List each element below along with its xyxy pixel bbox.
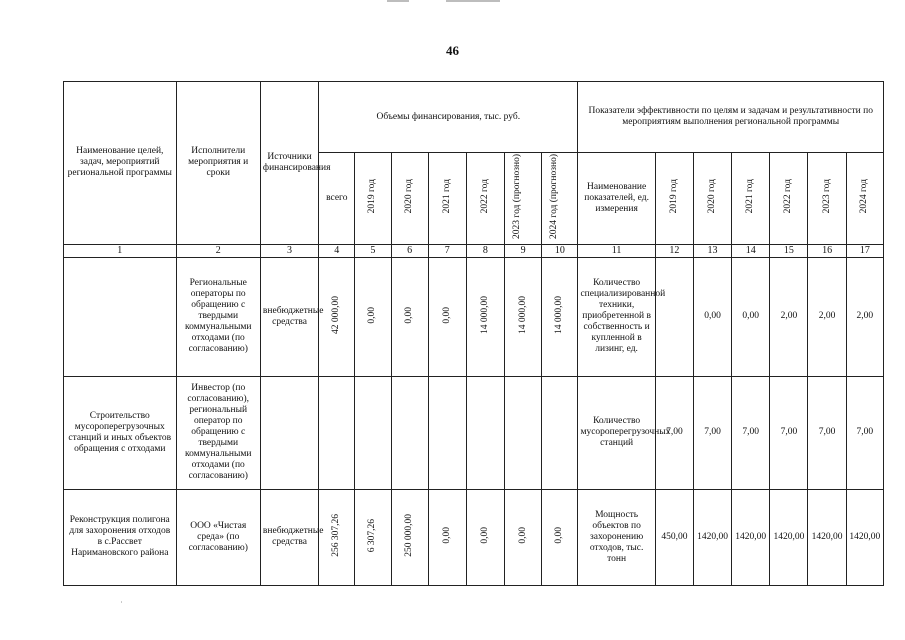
funding-cell: 256 307,26 bbox=[319, 489, 355, 585]
table-row bbox=[64, 257, 884, 376]
col-number: 1 bbox=[64, 244, 177, 257]
header-funding-2021: 2021 год bbox=[428, 153, 466, 245]
funding-cell: 6 307,26 bbox=[355, 489, 391, 585]
funding-cell: 14 000,00 bbox=[505, 257, 542, 376]
indicator-value: 1420,00 bbox=[846, 489, 883, 585]
header-goal: Наименование целей, задач, мероприятий региональной программы bbox=[64, 82, 177, 245]
scan-speck: ˙ bbox=[120, 600, 123, 610]
row-indicator: Количество специализированной техники, приобретенной в собственность и купленной в лизинг, ед. bbox=[578, 257, 655, 376]
header-funding-2024: 2024 год (прогнозно) bbox=[542, 153, 578, 245]
indicator-value: 2,00 bbox=[770, 257, 808, 376]
header-indicator-2020: 2020 год bbox=[693, 153, 731, 245]
row-goal: Реконструкция полигона для захоронения отходов в с.Рассвет Наримановского района bbox=[64, 489, 177, 585]
indicator-value: 7,00 bbox=[693, 376, 731, 489]
col-number: 12 bbox=[655, 244, 693, 257]
funding-cell: 0,00 bbox=[428, 257, 466, 376]
header-indicator-2023: 2023 год bbox=[808, 153, 846, 245]
header-executors: Исполнители мероприятия и сроки bbox=[176, 82, 260, 245]
page-number: 46 bbox=[446, 43, 459, 58]
indicator-value: 1420,00 bbox=[770, 489, 808, 585]
col-number: 5 bbox=[355, 244, 391, 257]
header-sources: Источники финансирования bbox=[260, 82, 318, 245]
indicator-value: 2,00 bbox=[846, 257, 883, 376]
header-funding: Объемы финансирования, тыс. руб. bbox=[319, 82, 578, 153]
col-number: 10 bbox=[542, 244, 578, 257]
col-number: 14 bbox=[732, 244, 770, 257]
indicator-value: 1420,00 bbox=[732, 489, 770, 585]
indicator-value: 1420,00 bbox=[693, 489, 731, 585]
col-number: 9 bbox=[505, 244, 542, 257]
funding-cell: 14 000,00 bbox=[542, 257, 578, 376]
indicator-value bbox=[655, 257, 693, 376]
funding-cell bbox=[505, 376, 542, 489]
row-source bbox=[260, 376, 318, 489]
indicator-value: 7,00 bbox=[770, 376, 808, 489]
row-goal bbox=[64, 257, 177, 376]
funding-cell: 0,00 bbox=[505, 489, 542, 585]
header-indicator-2021: 2021 год bbox=[732, 153, 770, 245]
indicator-value: 450,00 bbox=[655, 489, 693, 585]
funding-cell bbox=[542, 376, 578, 489]
row-executors: ООО «Чистая среда» (по согласованию) bbox=[176, 489, 260, 585]
column-number-row bbox=[64, 244, 884, 257]
funding-cell bbox=[391, 376, 428, 489]
header-indicator-name: Наименование показателей, ед. измерения bbox=[578, 153, 655, 245]
row-source: внебюджетные средства bbox=[260, 257, 318, 376]
header-funding-2023: 2023 год (прогнозно) bbox=[505, 153, 542, 245]
indicator-value: 1420,00 bbox=[808, 489, 846, 585]
indicator-value: 0,00 bbox=[732, 257, 770, 376]
funding-cell: 0,00 bbox=[466, 489, 504, 585]
top-rule-right bbox=[446, 0, 500, 2]
funding-cell: 0,00 bbox=[428, 489, 466, 585]
col-number: 4 bbox=[319, 244, 355, 257]
col-number: 15 bbox=[770, 244, 808, 257]
col-number: 2 bbox=[176, 244, 260, 257]
col-number: 13 bbox=[693, 244, 731, 257]
funding-cell bbox=[428, 376, 466, 489]
indicator-value: 2,00 bbox=[808, 257, 846, 376]
funding-cell: 14 000,00 bbox=[466, 257, 504, 376]
row-indicator: Количество мусороперегрузочных станций bbox=[578, 376, 655, 489]
header-funding-2019: 2019 год bbox=[355, 153, 391, 245]
row-source: внебюджетные средства bbox=[260, 489, 318, 585]
col-number: 11 bbox=[578, 244, 655, 257]
header-indicator-2019: 2019 год bbox=[655, 153, 693, 245]
indicator-value: 7,00 bbox=[655, 376, 693, 489]
funding-cell: 0,00 bbox=[542, 489, 578, 585]
col-number: 6 bbox=[391, 244, 428, 257]
indicator-value: 7,00 bbox=[808, 376, 846, 489]
col-number: 8 bbox=[466, 244, 504, 257]
row-goal: Строительство мусороперегрузочных станций и иных объектов обращения с отходами bbox=[64, 376, 177, 489]
col-number: 7 bbox=[428, 244, 466, 257]
funding-cell bbox=[355, 376, 391, 489]
col-number: 3 bbox=[260, 244, 318, 257]
funding-cell bbox=[466, 376, 504, 489]
header-indicator-2024: 2024 год bbox=[846, 153, 883, 245]
funding-cell: 250 000,00 bbox=[391, 489, 428, 585]
funding-cell: 0,00 bbox=[391, 257, 428, 376]
top-rule-left bbox=[387, 0, 409, 2]
table-row bbox=[64, 376, 884, 489]
row-executors: Инвестор (по согласованию), региональный оператор по обращению с твердыми коммунальными отходами (по согласованию) bbox=[176, 376, 260, 489]
col-number: 17 bbox=[846, 244, 883, 257]
row-indicator: Мощность объектов по захоронению отходов, тыс. тонн bbox=[578, 489, 655, 585]
funding-cell bbox=[319, 376, 355, 489]
header-indicators: Показатели эффективности по целям и задачам и результативности по мероприятиям выполнения региональной программы bbox=[578, 82, 884, 153]
table-row bbox=[64, 489, 884, 585]
funding-cell: 42 000,00 bbox=[319, 257, 355, 376]
header-indicator-2022: 2022 год bbox=[770, 153, 808, 245]
indicator-value: 7,00 bbox=[732, 376, 770, 489]
funding-cell: 0,00 bbox=[355, 257, 391, 376]
indicator-value: 0,00 bbox=[693, 257, 731, 376]
row-executors: Региональные операторы по обращению с твердыми коммунальными отходами (по согласованию) bbox=[176, 257, 260, 376]
header-row-1 bbox=[64, 82, 884, 153]
indicator-value: 7,00 bbox=[846, 376, 883, 489]
col-number: 16 bbox=[808, 244, 846, 257]
header-funding-2022: 2022 год bbox=[466, 153, 504, 245]
header-funding-2020: 2020 год bbox=[391, 153, 428, 245]
program-table bbox=[63, 81, 884, 586]
header-funding-total: всего bbox=[319, 153, 355, 245]
